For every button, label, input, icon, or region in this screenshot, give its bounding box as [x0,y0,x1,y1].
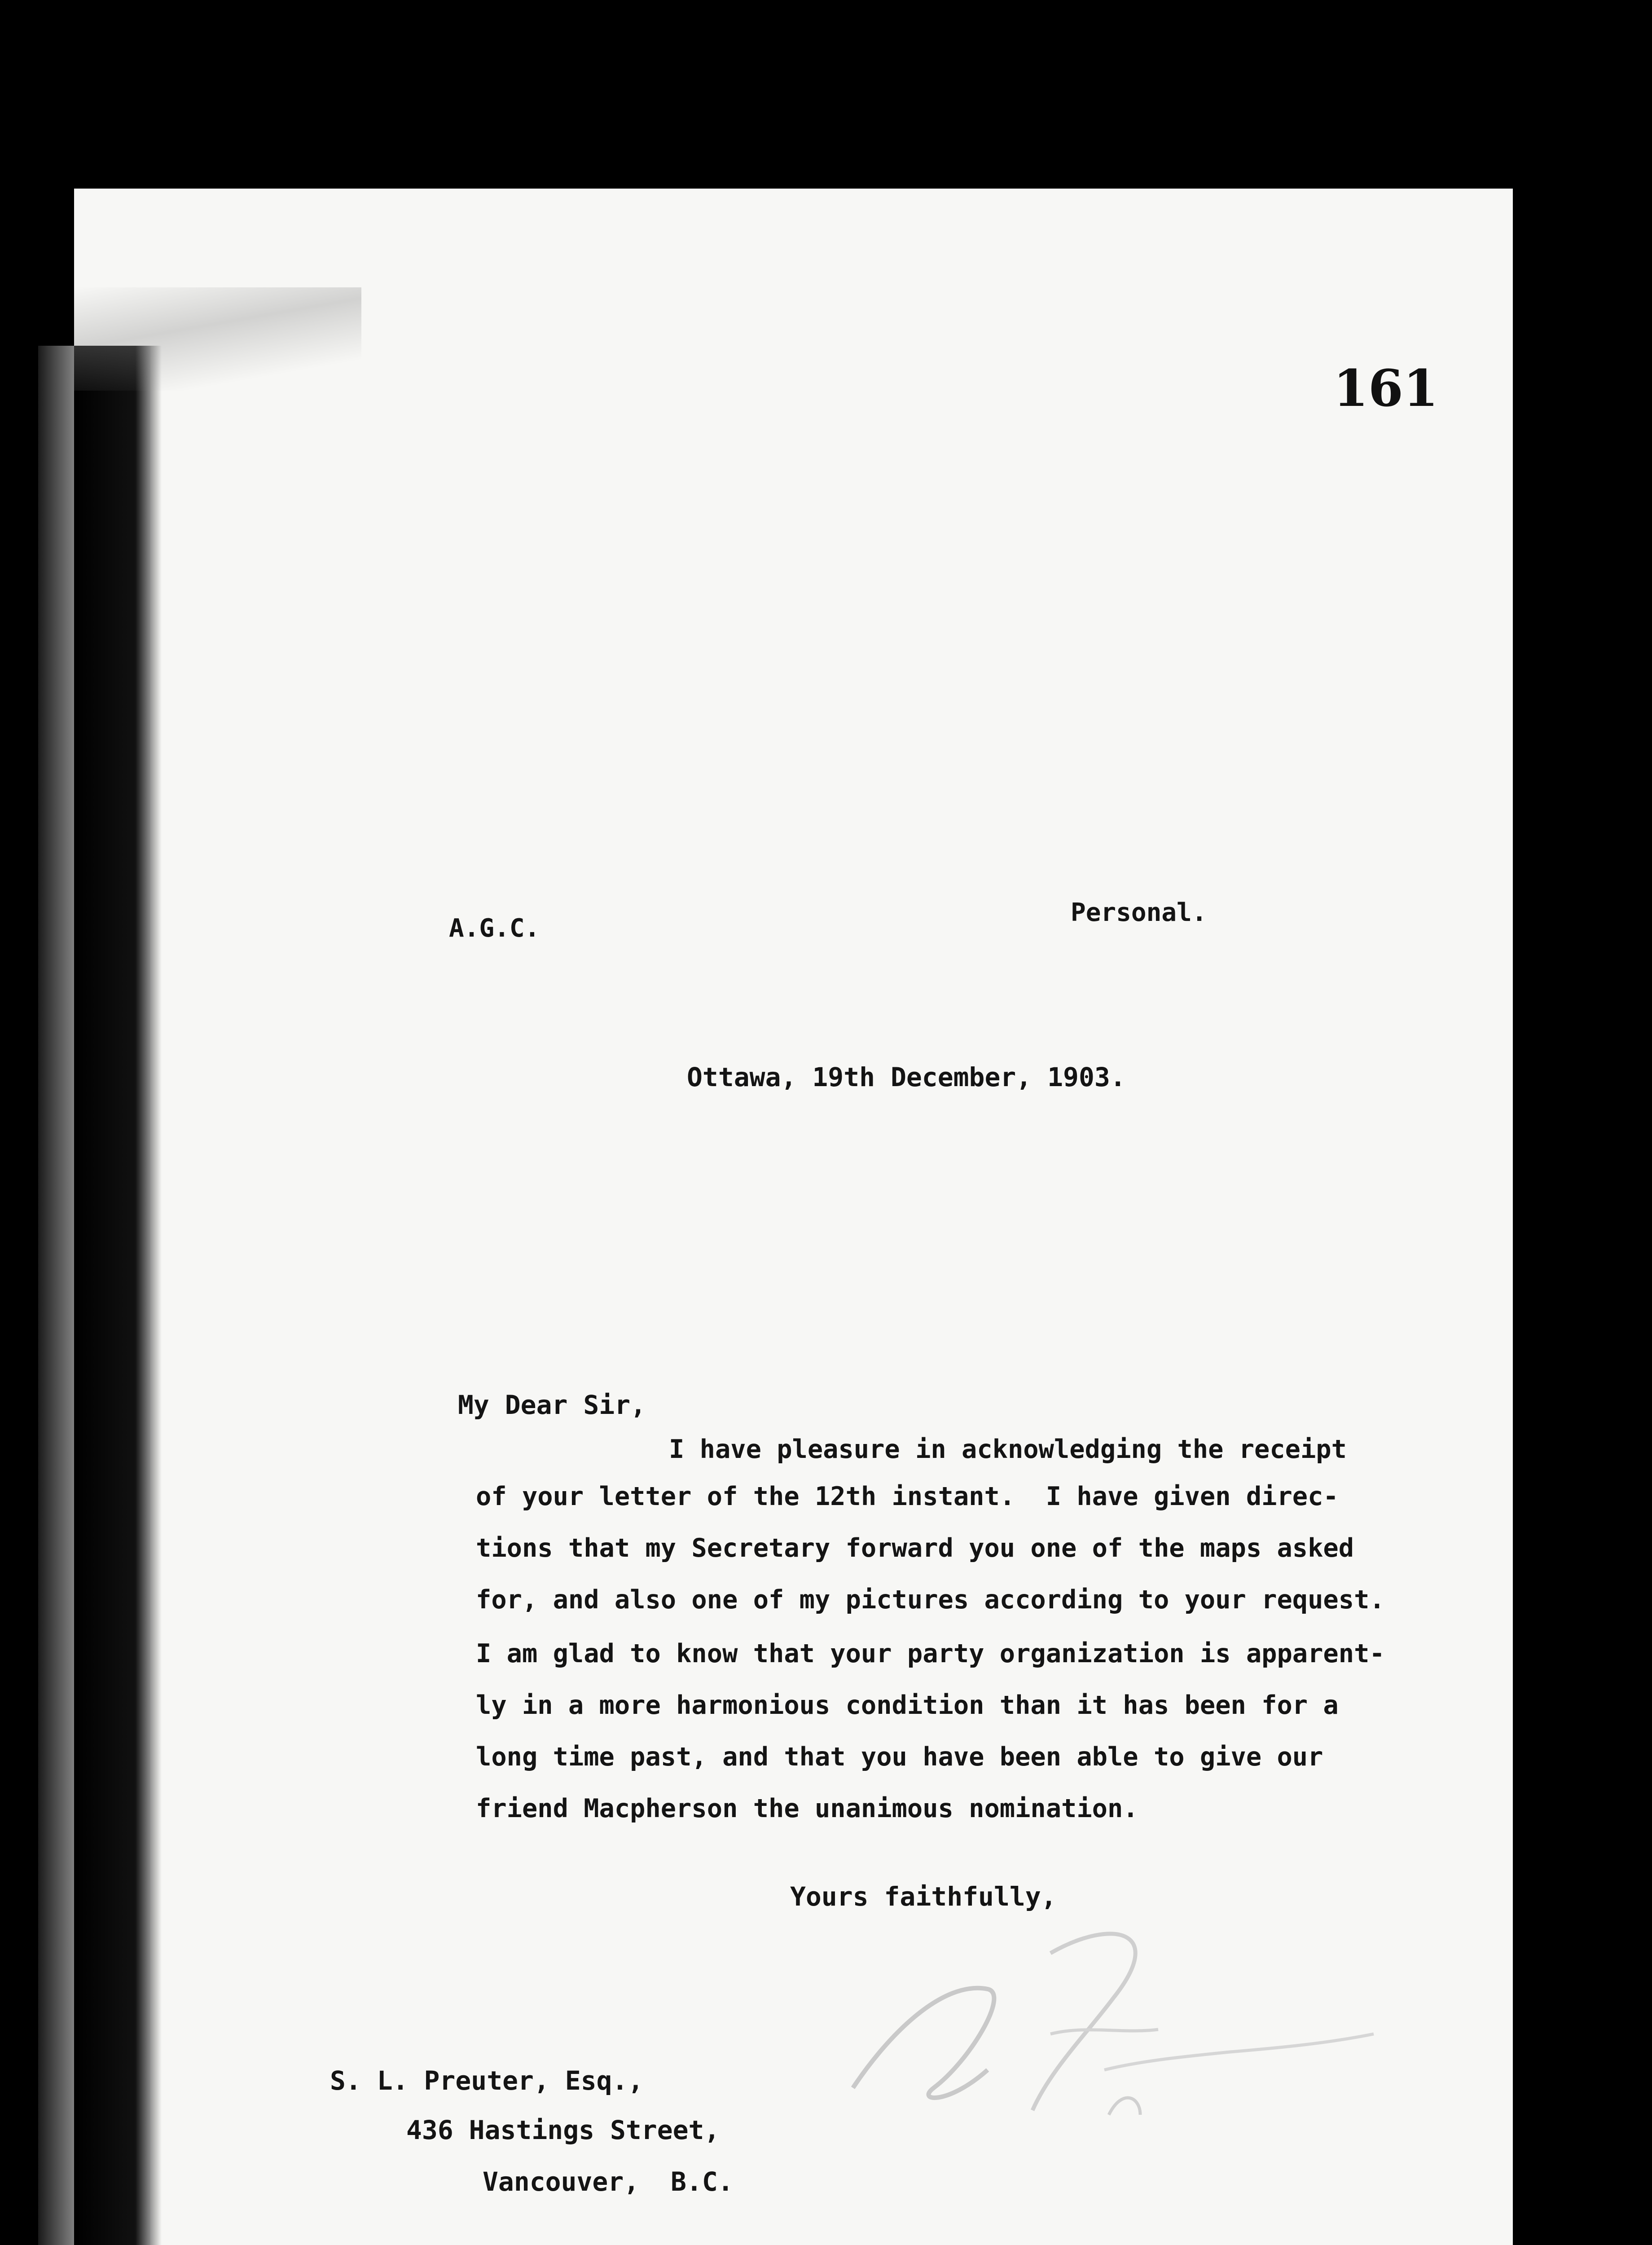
dateline: Ottawa, 19th December, 1903. [687,1062,1126,1092]
page-number: 161 [1333,359,1438,418]
recipient-city: Vancouver, B.C. [483,2166,734,2197]
salutation: My Dear Sir, [458,1390,646,1420]
body-line: long time past, and that you have been able to give our [476,1742,1323,1772]
body-line: for, and also one of my pictures according to your request. [476,1585,1385,1615]
body-line: I have pleasure in acknowledging the receipt [669,1435,1347,1464]
personal-marking: Personal. [1071,898,1207,927]
body-line: tions that my Secretary forward you one of the maps asked [476,1533,1354,1563]
body-line: ly in a more harmonious condition than it has been for a [476,1690,1339,1720]
recipient-name: S. L. Preuter, Esq., [330,2065,644,2096]
recipient-street: 436 Hastings Street, [406,2115,720,2145]
signature-mark [799,1899,1392,2169]
body-line: friend Macpherson the unanimous nomination. [476,1794,1138,1823]
file-reference: A.G.C. [449,914,540,943]
paper-fold [74,287,361,391]
binding-shadow [74,346,162,2245]
body-line: I am glad to know that your party organization is apparent- [476,1639,1385,1668]
body-line: of your letter of the 12th instant. I have given direc- [476,1482,1339,1511]
closing: Yours faithfully, [790,1881,1057,1912]
